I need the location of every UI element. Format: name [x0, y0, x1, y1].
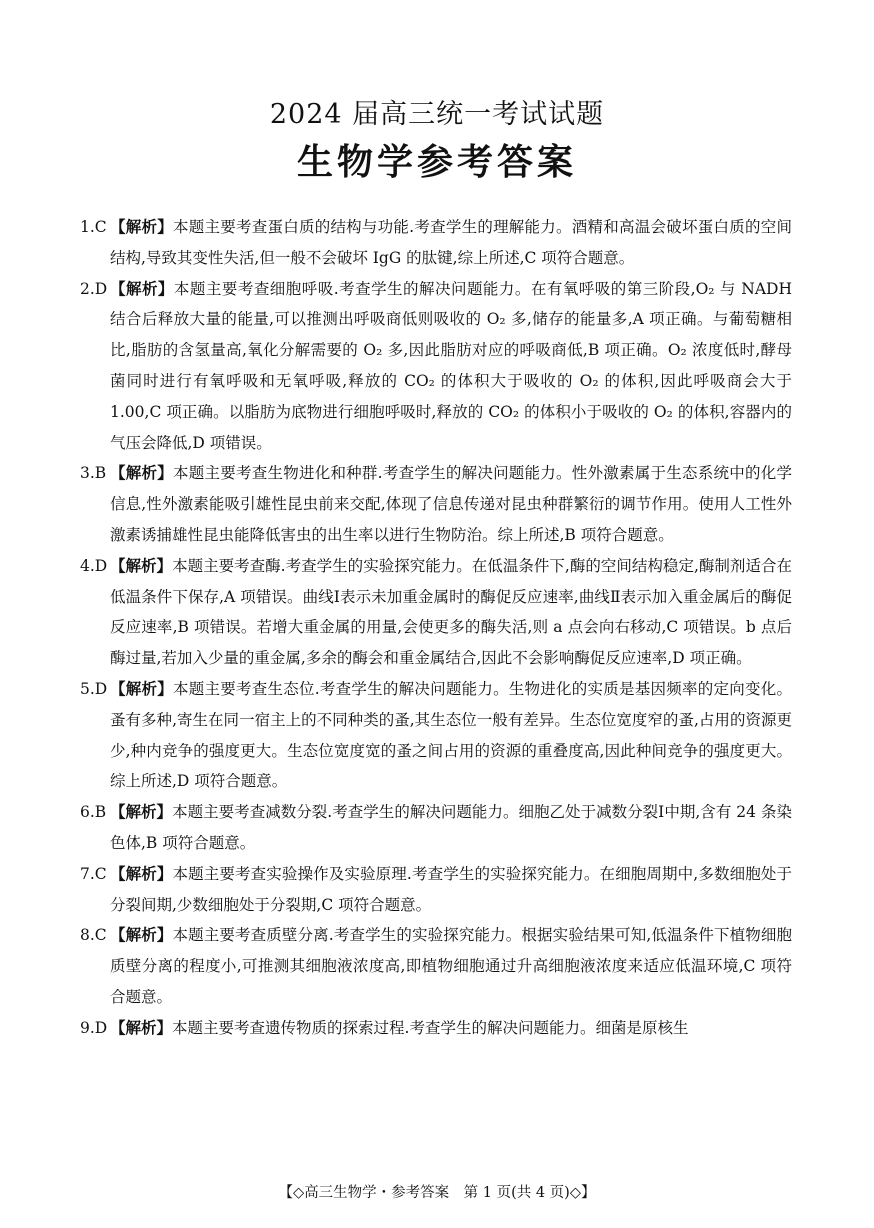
page-footer: 【◇高三生物学・参考答案 第 1 页(共 4 页)◇】 [278, 1185, 596, 1201]
analysis-tag: 【解析】 [110, 555, 173, 575]
analysis-tag: 【解析】 [110, 1017, 173, 1037]
exam-title: 2024 届高三统一考试试题 [269, 99, 605, 130]
analysis-text: 本题主要考查遗传物质的探索过程.考查学生的解决问题能力。细菌是原核生 [172, 1018, 689, 1037]
analysis-tag: 【解析】 [110, 217, 173, 236]
item-number: 7.C [80, 864, 107, 883]
analysis-tag: 【解析】 [110, 802, 173, 822]
item-number: 8.C [80, 926, 107, 945]
analysis-text: 本题主要考查减数分裂.考查学生的解决问题能力。细胞乙处于减数分裂Ⅰ中期,含有 24 条染色体,B 项符合题意。 [110, 803, 792, 852]
answer-item-1 [80, 212, 792, 274]
answer-item-2 [80, 274, 792, 459]
analysis-text: 本题主要考查细胞呼吸.考查学生的解决问题能力。在有氧呼吸的第三阶段,O₂ 与 NADH 结合后释放大量的能量,可以推测出呼吸商低则吸收的 O₂ 多,储存的能量多,A 项正确。与葡萄糖相比,脂肪的含氢量高,氧化分解需要的 O₂ 多,因此脂肪对应的呼吸商低,B 项正确。O₂ 浓度低时,酵母菌同时进行有氧呼吸和无氧呼吸,释放的 CO₂ 的体积大于吸收的 O₂ 的体积,因此呼吸商会大于 1.00,C 项正确。以脂肪为底物进行细胞呼吸时,释放的 CO₂ 的体积小于吸收的 O₂ 的体积,容器内的气压会降低,D 项错误。 [110, 279, 792, 452]
analysis-text: 本题主要考查生物进化和种群.考查学生的解决问题能力。性外激素属于生态系统中的化学信息,性外激素能吸引雄性昆虫前来交配,体现了信息传递对昆虫种群繁衍的调节作用。使用人工性外激素诱捕雄性昆虫能降低害虫的出生率以进行生物防治。综上所述,B 项符合题意。 [110, 464, 792, 544]
answer-list [80, 212, 792, 1044]
answer-item-8 [80, 920, 792, 1012]
answer-item-5 [80, 674, 792, 797]
analysis-text: 本题主要考查蛋白质的结构与功能.考查学生的理解能力。酒精和高温会破坏蛋白质的空间结构,导致其变性失活,但一般不会破坏 IgG 的肽键,综上所述,C 项符合题意。 [110, 218, 792, 267]
answer-item-4 [80, 551, 792, 674]
item-number: 1.C [80, 218, 107, 236]
item-number: 4.D [80, 556, 108, 575]
analysis-tag: 【解析】 [110, 278, 174, 298]
analysis-tag: 【解析】 [110, 463, 173, 483]
answer-item-7 [80, 859, 792, 921]
item-number: 6.B [80, 803, 107, 822]
answer-item-3 [80, 458, 792, 550]
answer-item-9 [80, 1013, 792, 1044]
analysis-tag: 【解析】 [110, 678, 173, 698]
item-number: 3.B [80, 464, 107, 483]
analysis-tag: 【解析】 [110, 925, 173, 945]
item-number: 5.D [80, 679, 108, 698]
item-number: 2.D [80, 279, 108, 298]
analysis-text: 本题主要考查酶.考查学生的实验探究能力。在低温条件下,酶的空间结构稳定,酶制剂适合在低温条件下保存,A 项错误。曲线Ⅰ表示未加重金属时的酶促反应速率,曲线Ⅱ表示加入重金属后的酶促反应速率,B 项错误。若增大重金属的用量,会使更多的酶失活,则 a 点会向右移动,C 项错误。b 点后酶过量,若加入少量的重金属,多余的酶会和重金属结合,因此不会影响酶促反应速率,D 项正确。 [110, 556, 792, 668]
item-number: 9.D [80, 1018, 108, 1037]
answer-title: 生物学参考答案 [296, 141, 577, 183]
analysis-text: 本题主要考查实验操作及实验原理.考查学生的实验探究能力。在细胞周期中,多数细胞处于分裂间期,少数细胞处于分裂期,C 项符合题意。 [110, 864, 792, 914]
analysis-text: 本题主要考查生态位.考查学生的解决问题能力。生物进化的实质是基因频率的定向变化。蚤有多种,寄生在同一宿主上的不同种类的蚤,其生态位一般有差异。生态位宽度窄的蚤,占用的资源更少,种内竞争的强度更大。生态位宽度宽的蚤之间占用的资源的重叠度高,因此种间竞争的强度更大。综上所述,D 项符合题意。 [110, 679, 792, 791]
answer-item-6 [80, 797, 792, 859]
analysis-text: 本题主要考查质壁分离.考查学生的实验探究能力。根据实验结果可知,低温条件下植物细胞质壁分离的程度小,可推测其细胞液浓度高,即植物细胞通过升高细胞液浓度来适应低温环境,C 项符合题意。 [110, 926, 792, 1006]
analysis-tag: 【解析】 [110, 863, 173, 883]
